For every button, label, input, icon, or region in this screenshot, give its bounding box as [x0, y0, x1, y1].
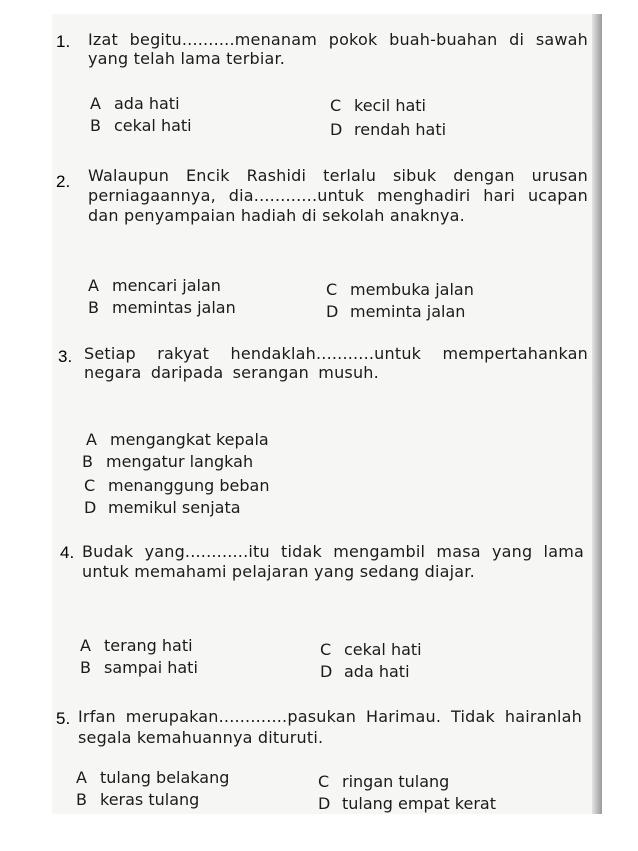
option-b [82, 452, 253, 472]
option-d [84, 498, 241, 518]
option-letter: D [320, 662, 333, 681]
option-letter: C [326, 280, 338, 299]
option-d [330, 120, 446, 140]
option-a [76, 768, 229, 788]
option-text: mengangkat kepala [110, 430, 269, 449]
option-letter: D [326, 302, 339, 321]
option-c [84, 476, 269, 496]
option-text: ada hati [344, 662, 410, 681]
option-text: tulang empat kerat [342, 794, 496, 813]
option-letter: A [86, 430, 97, 449]
question-text: Walaupun Encik Rashidi terlalu sibuk dengan urusan perniagaannya, dia............untuk menghadiri hari ucapan dan penyampaian hadiah di sekolah anaknya. [88, 166, 588, 225]
option-text: sampai hati [104, 658, 198, 677]
scan-shadow-edge [592, 14, 602, 814]
option-text: kecil hati [354, 96, 426, 115]
option-text: tulang belakang [100, 768, 230, 787]
question-text: Irfan merupakan.............pasukan Harimau. Tidak hairanlah segala kemahuannya dituruti. [78, 707, 582, 747]
option-a [80, 636, 193, 656]
option-text: memikul senjata [108, 498, 241, 517]
option-letter: A [88, 276, 99, 295]
option-b [80, 658, 198, 678]
question-number: 2. [56, 172, 71, 191]
option-letter: C [84, 476, 96, 495]
option-text: keras tulang [100, 790, 200, 809]
option-text: terang hati [104, 636, 193, 655]
question-number: 1. [56, 32, 71, 51]
option-letter: D [84, 498, 97, 517]
option-letter: C [330, 96, 342, 115]
option-letter: A [80, 636, 91, 655]
option-c [318, 772, 449, 792]
option-letter: A [76, 768, 87, 787]
option-letter: B [88, 298, 99, 317]
question-text: Izat begitu..........menanam pokok buah-buahan di sawah yang telah lama terbiar. [88, 30, 588, 68]
question-number: 3. [58, 347, 73, 366]
option-letter: D [330, 120, 343, 139]
option-letter: B [90, 116, 101, 135]
option-text: meminta jalan [350, 302, 466, 321]
option-text: ada hati [114, 94, 180, 113]
question-number: 4. [60, 543, 75, 562]
question-text: Budak yang............itu tidak mengambil masa yang lama untuk memahami pelajaran yang sedang diajar. [82, 542, 584, 581]
option-letter: B [82, 452, 93, 471]
option-b [88, 298, 236, 318]
option-d [318, 794, 496, 814]
option-d [326, 302, 465, 322]
option-letter: B [80, 658, 91, 677]
option-c [320, 640, 422, 660]
option-text: menanggung beban [108, 476, 270, 495]
option-text: memintas jalan [112, 298, 236, 317]
option-b [90, 116, 192, 136]
option-a [90, 94, 180, 114]
option-text: ringan tulang [342, 772, 450, 791]
option-c [326, 280, 474, 300]
option-text: mengatur langkah [106, 452, 254, 471]
option-text: mencari jalan [112, 276, 221, 295]
option-b [76, 790, 199, 810]
option-d [320, 662, 410, 682]
option-letter: D [318, 794, 331, 813]
option-text: rendah hati [354, 120, 447, 139]
option-a [88, 276, 221, 296]
option-c [330, 96, 426, 116]
question-number: 5. [56, 709, 71, 728]
option-a [86, 430, 269, 450]
option-text: cekal hati [114, 116, 192, 135]
option-text: membuka jalan [350, 280, 474, 299]
question-text: Setiap rakyat hendaklah...........untuk mempertahankan negara daripada serangan musuh. [84, 344, 588, 382]
option-letter: B [76, 790, 87, 809]
option-letter: A [90, 94, 101, 113]
option-text: cekal hati [344, 640, 422, 659]
option-letter: C [320, 640, 332, 659]
option-letter: C [318, 772, 330, 791]
